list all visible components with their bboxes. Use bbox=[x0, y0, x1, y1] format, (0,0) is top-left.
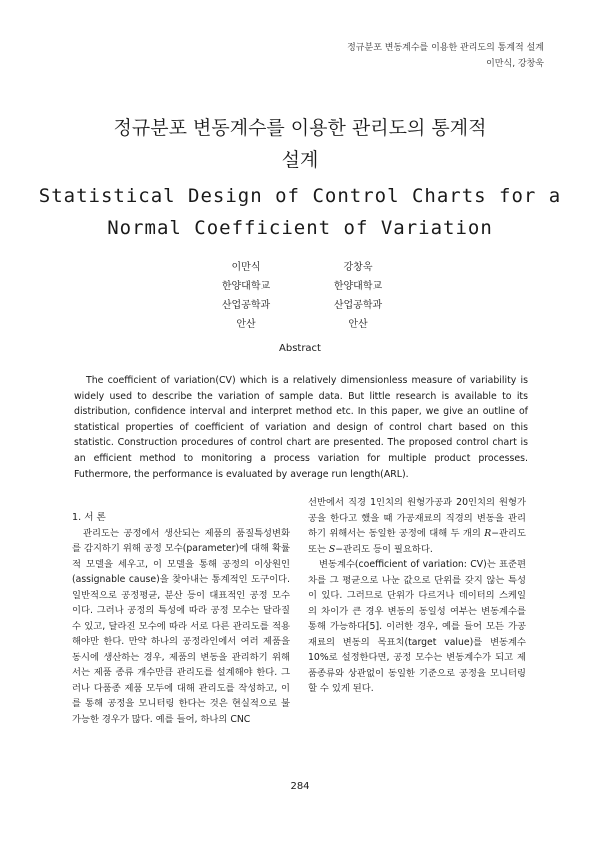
text-segment: −관리도 또는 bbox=[308, 528, 526, 555]
running-header-title: 정규분포 변동계수를 이용한 관리도의 통계적 설계 bbox=[347, 43, 544, 53]
author-1 bbox=[186, 258, 306, 334]
english-title-line1: Statistical Design of Control Charts for a bbox=[38, 185, 562, 207]
text-segment: −관리도 등이 필요하다. bbox=[335, 543, 433, 555]
math-symbol-s: S bbox=[328, 543, 336, 555]
text-segment: 선반에서 직경 1인치의 원형가공과 20인치의 원형가공을 한다고 했을 때 가공재료의 직경의 변동을 관리하기 위해서는 동일한 공정에 대해 두 개의 bbox=[308, 497, 526, 539]
author-university: 한양대학교 bbox=[221, 281, 271, 292]
korean-title bbox=[0, 112, 600, 176]
english-title-line2: Normal Coefficient of Variation bbox=[107, 217, 493, 239]
body-paragraph bbox=[308, 495, 526, 557]
section-heading: 1. 서 론 bbox=[72, 512, 106, 523]
running-header bbox=[347, 40, 544, 72]
author-city: 안산 bbox=[348, 319, 368, 330]
author-name: 강창욱 bbox=[343, 262, 373, 273]
body-paragraph: 변동계수(coefficient of variation: CV)는 표준편차를 그 평균으로 나눈 값으로 단위를 갖지 않는 특성이 있다. 그러므로 단위가 다르거나 데이터의 스케일의 차이가 큰 경우 변동의 동일성 여부는 변동계수를 통해 가능하다[5]. 이러한 경우, 예를 들어 모든 가공재료의 변동의 목표치(target value)를 변동계수 10%로 설정한다면, 공정 모수는 변동계수가 되고 제품종류와 상관없이 동일한 기준으로 공정을 모니터링 할 수 있게 된다. bbox=[308, 559, 526, 694]
left-column bbox=[72, 510, 290, 727]
korean-title-line1: 정규분포 변동계수를 이용한 관리도의 통계적 bbox=[113, 117, 487, 139]
author-name: 이만식 bbox=[231, 262, 261, 273]
math-symbol-r: R bbox=[484, 528, 492, 539]
english-title bbox=[0, 180, 600, 244]
abstract-text: The coefficient of variation(CV) which is a relatively dimensionless measure of variability is widely used to describe the variation of sample data. But little research is available to its distribution, confidence interval and interpret method etc. In this paper, we give an outline of statistical properties of coefficient of variation and design of control chart based on this statistic. Construction procedures of control chart are presented. The proposed control chart is an efficient method to monitoring a process variation for multiple product processes. Futhermore, the performance is evaluated by average run length(ARL). bbox=[74, 375, 528, 480]
author-2 bbox=[298, 258, 418, 334]
author-department: 산업공학과 bbox=[221, 300, 271, 311]
korean-title-line2: 설계 bbox=[281, 149, 319, 171]
body-paragraph: 관리도는 공정에서 생산되는 제품의 품질특성변화를 감지하기 위해 공정 모수(parameter)에 대해 확률적 모델을 세우고, 이 모델을 통해 공정의 이상원인(assignable cause)을 찾아내는 통계적인 도구이다. 일반적으로 공정평균, 분산 등이 대표적인 공정 모수이다. 그러나 공정의 특성에 따라 공정 모수는 달라질 수 있고, 달라진 모수에 따라 서로 다른 관리도를 적용해야만 한다. 만약 하나의 공정라인에서 여러 제품을 동시에 생산하는 경우, 제품의 변동을 관리하기 위해서는 제품 종류 개수만큼 관리도를 설계해야 한다. 그러나 다품종 제품 모두에 대해 관리도를 작성하고, 이를 통해 공정을 모니터링 한다는 것은 현실적으로 불가능한 경우가 많다. 예를 들어, 하나의 CNC bbox=[72, 527, 290, 725]
author-department: 산업공학과 bbox=[333, 300, 383, 311]
author-city: 안산 bbox=[236, 319, 256, 330]
page-number: 284 bbox=[290, 781, 310, 792]
abstract-heading: Abstract bbox=[279, 343, 321, 354]
running-header-authors: 이만식, 강창욱 bbox=[486, 59, 544, 69]
author-university: 한양대학교 bbox=[333, 281, 383, 292]
right-column bbox=[308, 495, 526, 697]
